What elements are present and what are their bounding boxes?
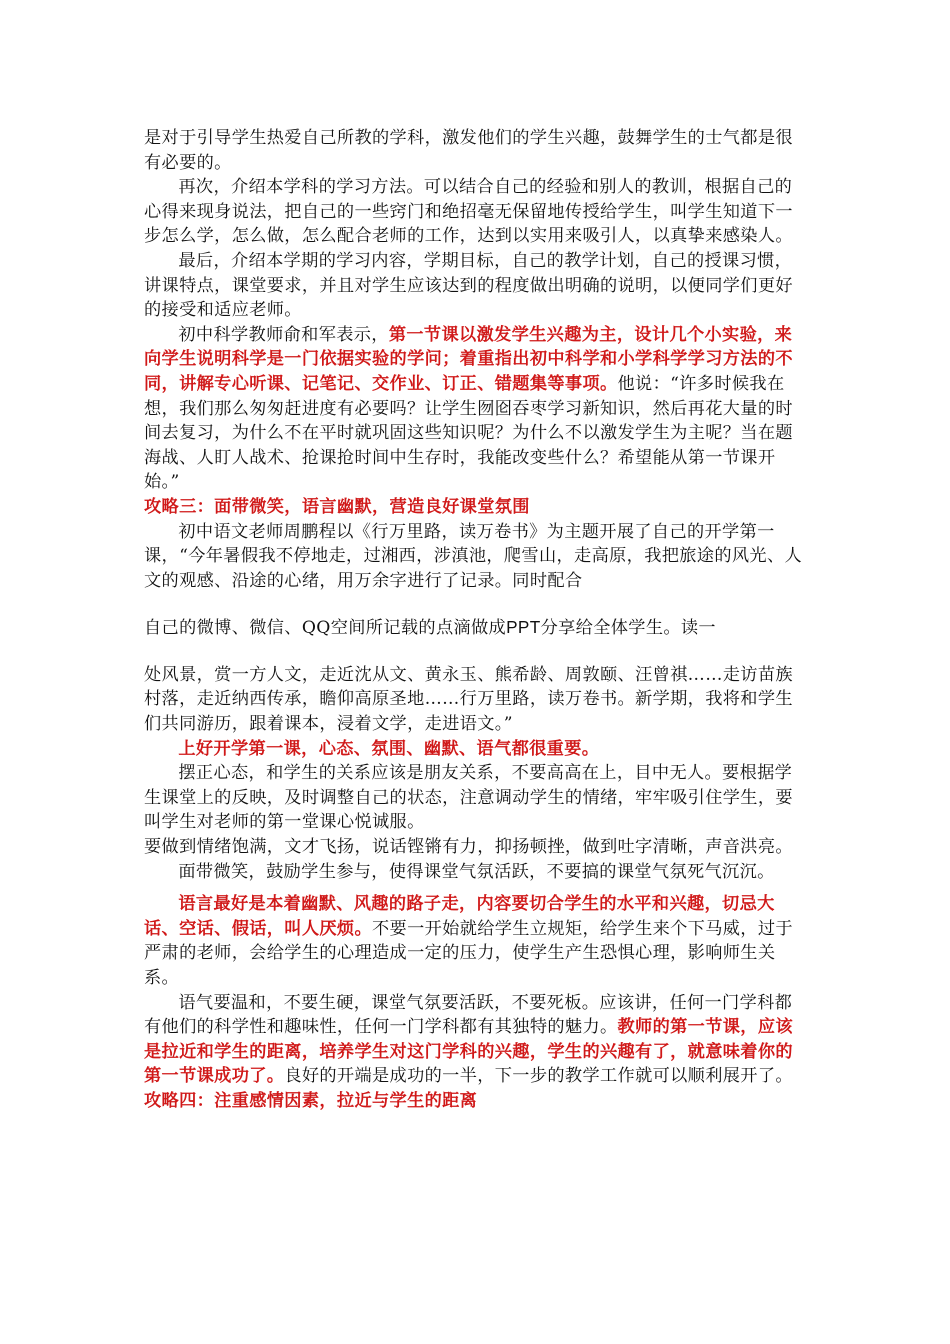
science-teacher-intro: 初中科学教师俞和军表示， <box>178 324 389 345</box>
humor-rest: 不要一开始就给学生立规矩，给学生来个下马威，过于严肃的老师，会给学生的心理造成一定的压力，使学生产生恐惧心理，影响师生关系。 <box>144 918 793 988</box>
document-body <box>144 126 804 1114</box>
paragraph-continuation: 是对于引导学生热爱自己所教的学科，激发他们的学生兴趣，鼓舞学生的士气都是很有必要的。 <box>144 128 793 173</box>
paragraph-science-teacher <box>144 323 804 495</box>
science-teacher-highlight: 第一节课以激发学生兴趣为主，设计几个小实验，来向学生说明科学是一门依据实验的学问；着重指出初中科学和小学科学学习方法的不同，讲解专心听课、记笔记、交作业、订正、错题集等事项。 <box>144 324 793 394</box>
paragraph-humor <box>144 892 804 990</box>
paragraph-chinese-teacher-c: 处风景，赏一方人文，走近沈从文、黄永玉、熊希龄、周敦颐、汪曾祺……走访苗族村落，走近纳西传承，瞻仰高原圣地……行万里路，读万卷书。新学期，我将和学生们共同游历，跟着课本，浸着文学，走进语文。” <box>144 664 793 735</box>
paragraph-tone <box>144 991 804 1089</box>
heading-strategy-three: 攻略三：面带微笑，语言幽默，营造良好课堂氛围 <box>144 496 530 517</box>
paragraph-learning-methods: 再次，介绍本学科的学习方法。可以结合自己的经验和别人的教训，根据自己的心得来现身说法，把自己的一些窍门和绝招毫无保留地传授给学生，叫学生知道下一步怎么学，怎么做，怎么配合老师的工作，达到以实用来吸引人，以真挚来感染人。 <box>144 177 793 247</box>
paragraph-chinese-teacher-a: 初中语文老师周鹏程以《行万里路，读万卷书》为主题开展了自己的开学第一课，“今年暑假我不停地走，过湘西，涉滇池，爬雪山，走高原，我把旅途的风光、人文的观感、沿途的心绪，用万余字进行了记录。同时配合 <box>144 521 803 591</box>
paragraph-mindset: 摆正心态，和学生的关系应该是朋友关系，不要高高在上，目中无人。要根据学生课堂上的反映，及时调整自己的状态，注意调动学生的情绪，牢牢吸引住学生，要叫学生对老师的第一堂课心悦诚服。 <box>144 763 793 833</box>
chinese-teacher-b-text1: 自己的微博、微信、QQ空间所记载的点滴做成 <box>144 618 507 639</box>
chinese-teacher-b-text2: 分享给全体学生。读一 <box>540 618 716 639</box>
paragraph-semester-plan: 最后，介绍本学期的学习内容，学期目标，自己的教学计划，自己的授课习惯，讲课特点，课堂要求，并且对学生应该达到的程度做出明确的说明，以便同学们更好的接受和适应老师。 <box>144 250 793 321</box>
tone-rest: 良好的开端是成功的一半，下一步的教学工作就可以顺利展开了。 <box>284 1066 793 1087</box>
paragraph-emotion: 要做到情绪饱满，文才飞扬，说话铿锵有力，抑扬顿挫，做到吐字清晰，声音洪亮。 <box>144 837 793 858</box>
tone-highlight: 教师的第一节课，应该是拉近和学生的距离，培养学生对这门学科的兴趣，学生的兴趣有了，就意味着你的第一节课成功了。 <box>144 1017 793 1087</box>
heading-strategy-four: 攻略四：注重感情因素，拉近与学生的距离 <box>144 1090 478 1111</box>
paragraph-first-lesson-key: 上好开学第一课，心态、氛围、幽默、语气都很重要。 <box>178 738 600 759</box>
humor-highlight: 语言最好是本着幽默、风趣的路子走，内容要切合学生的水平和兴趣，切忌大话、空话、假话，叫人厌烦。 <box>144 894 775 939</box>
paragraph-smile: 面带微笑，鼓励学生参与，使得课堂气氛活跃，不要搞的课堂气氛死气沉沉。 <box>178 861 775 882</box>
tone-intro: 语气要温和，不要生硬，课堂气氛要活跃，不要死板。应该讲，任何一门学科都有他们的科学性和趣味性，任何一门学科都有其独特的魅力。 <box>144 992 793 1038</box>
science-teacher-quote: 他说：“许多时候我在想，我们那么匆匆赶进度有必要吗？让学生囫囵吞枣学习新知识，然后再花大量的时间去复习，为什么不在平时就巩固这些知识呢？为什么不以激发学生为主呢？当在题海战、人盯人战术、抢课抢时间中生存时，我能改变些什么？希望能从第一节课开始。” <box>144 373 793 493</box>
ppt-label: PPT <box>506 617 541 638</box>
paragraph-chinese-teacher-b <box>144 615 804 641</box>
